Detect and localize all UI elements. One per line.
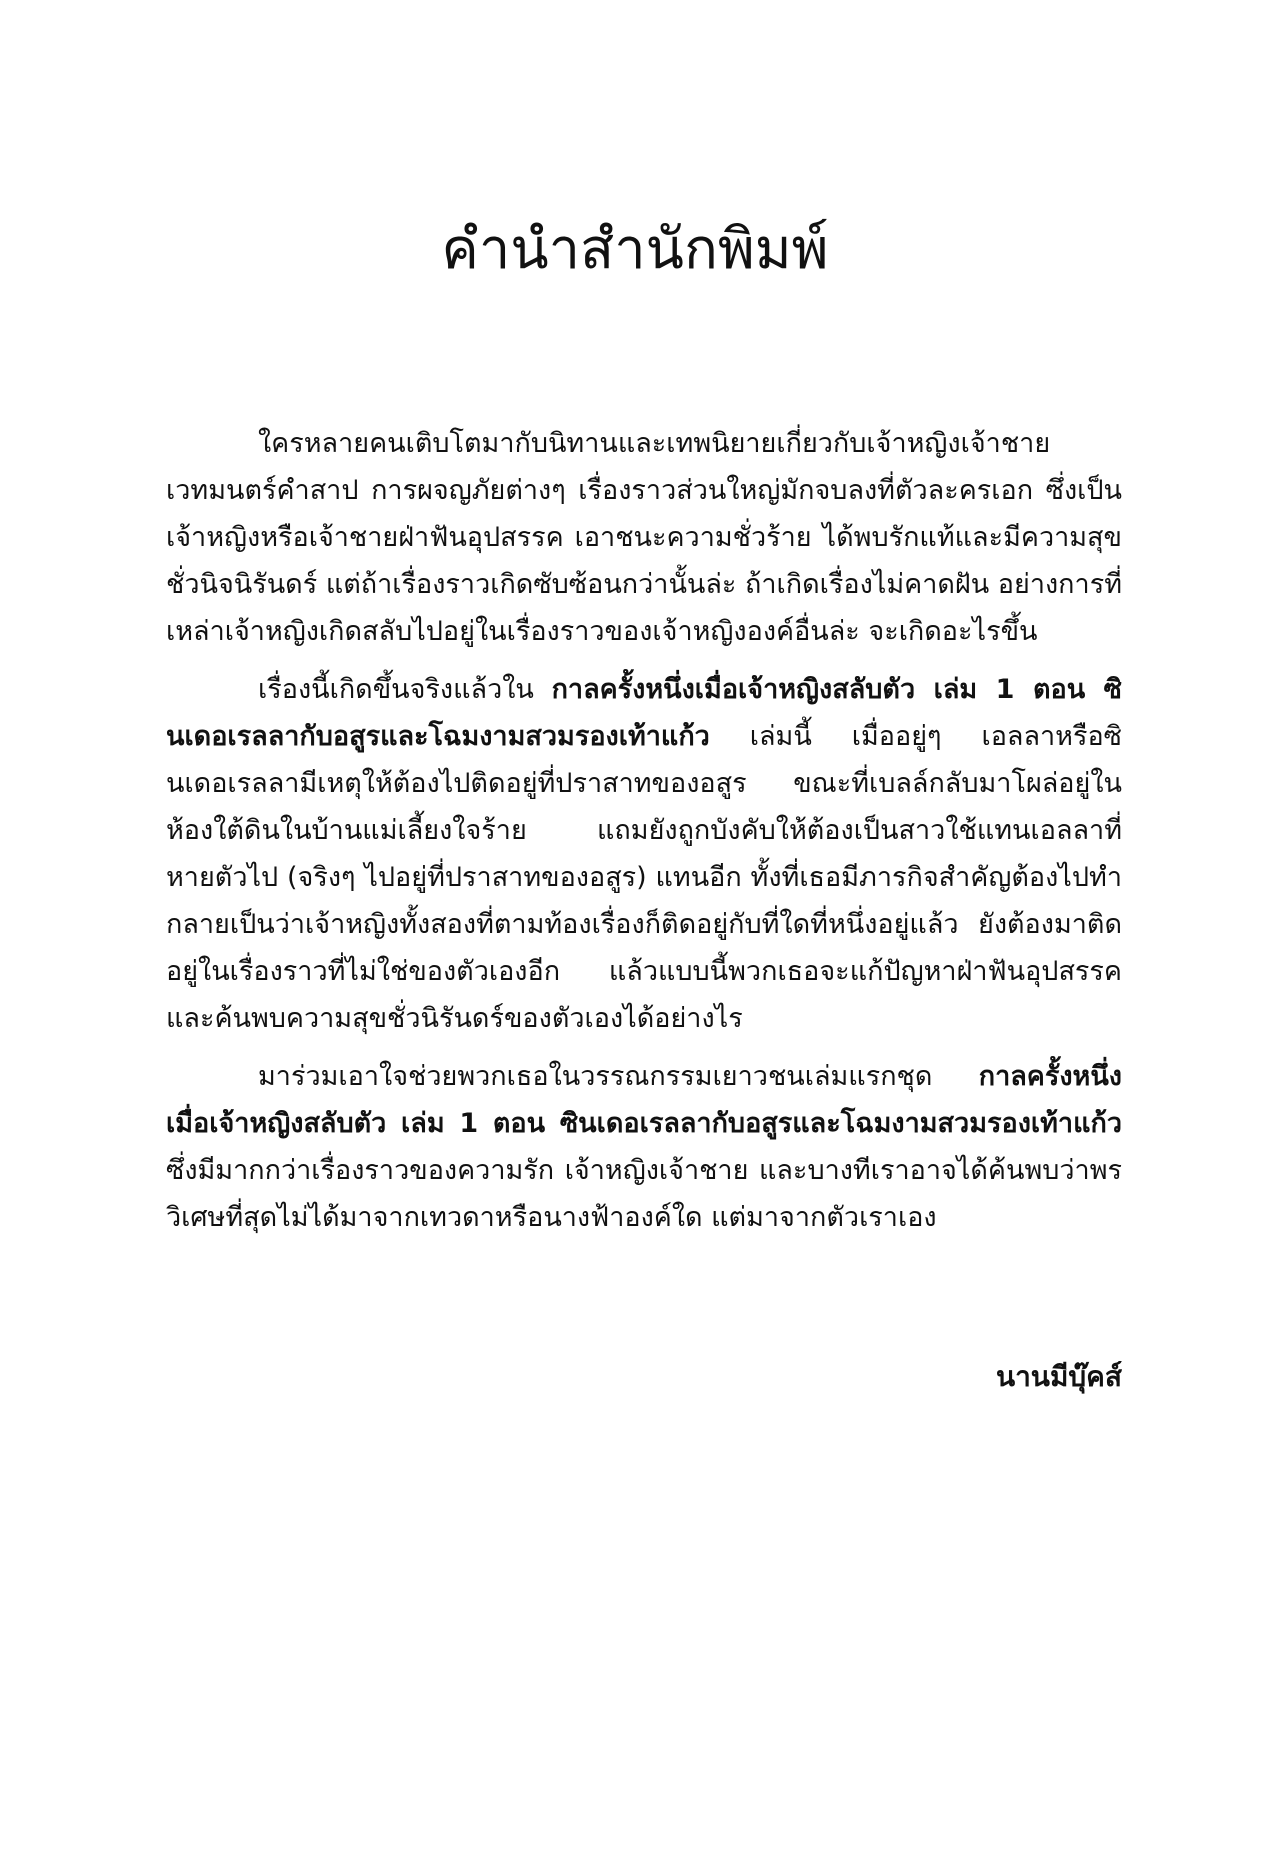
- book-title-bold: กาลครั้งหนึ่งเมื่อเจ้าหญิงสลับตัว เล่ม 1 ตอน ซินเดอเรลลากับอสูรและโฉมงามสวมรองเท้าแก้ว: [166, 1061, 1122, 1139]
- paragraph-text: เรื่องนี้เกิดขึ้นจริงแล้วใน: [258, 674, 552, 705]
- paragraph-text: ซึ่งมีมากกว่าเรื่องราวของความรัก เจ้าหญิงเจ้าชาย และบางทีเราอาจได้ค้นพบว่าพรวิเศษที่สุดไม่ได้มาจากเทวดาหรือนางฟ้าองค์ใด แต่มาจากตัวเราเอง: [166, 1155, 1122, 1233]
- paragraph-text: เล่มนี้ เมื่ออยู่ๆ เอลลาหรือซินเดอเรลลามีเหตุให้ต้องไปติดอยู่ที่ปราสาทของอสูร ขณะที่เบลล์กลับมาโผล่อยู่ในห้องใต้ดินในบ้านแม่เลี้ยงใจร้าย แถมยังถูกบังคับให้ต้องเป็นสาวใช้แทนเอลลาที่หายตัวไป (จริงๆ ไปอยู่ที่ปราสาทของอสูร) แทนอีก ทั้งที่เธอมีภารกิจสำคัญต้องไปทำ กลายเป็นว่าเจ้าหญิงทั้งสองที่ตามท้องเรื่องก็ติดอยู่กับที่ใดที่หนึ่งอยู่แล้ว ยังต้องมาติดอยู่ในเรื่องราวที่ไม่ใช่ของตัวเองอีก แล้วแบบนี้พวกเธอจะแก้ปัญหาฝ่าฟันอุปสรรค และค้นพบความสุขชั่วนิรันดร์ของตัวเองได้อย่างไร: [166, 721, 1122, 1034]
- preface-body: [166, 420, 1122, 1252]
- paragraph-3: [166, 1053, 1122, 1241]
- paragraph-2: [166, 666, 1122, 1042]
- paragraph-text: ใครหลายคนเติบโตมากับนิทานและเทพนิยายเกี่ยวกับเจ้าหญิงเจ้าชาย เวทมนตร์คำสาป การผจญภัยต่างๆ เรื่องราวส่วนใหญ่มักจบลงที่ตัวละครเอก ซึ่งเป็นเจ้าหญิงหรือเจ้าชายฝ่าฟันอุปสรรค เอาชนะความชั่วร้าย ได้พบรักแท้และมีความสุขชั่วนิจนิรันดร์ แต่ถ้าเรื่องราวเกิดซับซ้อนกว่านั้นล่ะ ถ้าเกิดเรื่องไม่คาดฝัน อย่างการที่เหล่าเจ้าหญิงเกิดสลับไปอยู่ในเรื่องราวของเจ้าหญิงองค์อื่นล่ะ จะเกิดอะไรขึ้น: [166, 428, 1122, 647]
- page-title: คำนำสำนักพิมพ์: [441, 217, 829, 282]
- paragraph-1: [166, 420, 1122, 655]
- book-title-bold: กาลครั้งหนึ่งเมื่อเจ้าหญิงสลับตัว เล่ม 1 ตอน ซินเดอเรลลากับอสูรและโฉมงามสวมรองเท้าแก้ว: [166, 674, 1123, 752]
- publisher-signature: นานมีบุ๊คส์: [995, 1360, 1122, 1393]
- paragraph-text: มาร่วมเอาใจช่วยพวกเธอในวรรณกรรมเยาวชนเล่มแรกชุด: [258, 1061, 979, 1092]
